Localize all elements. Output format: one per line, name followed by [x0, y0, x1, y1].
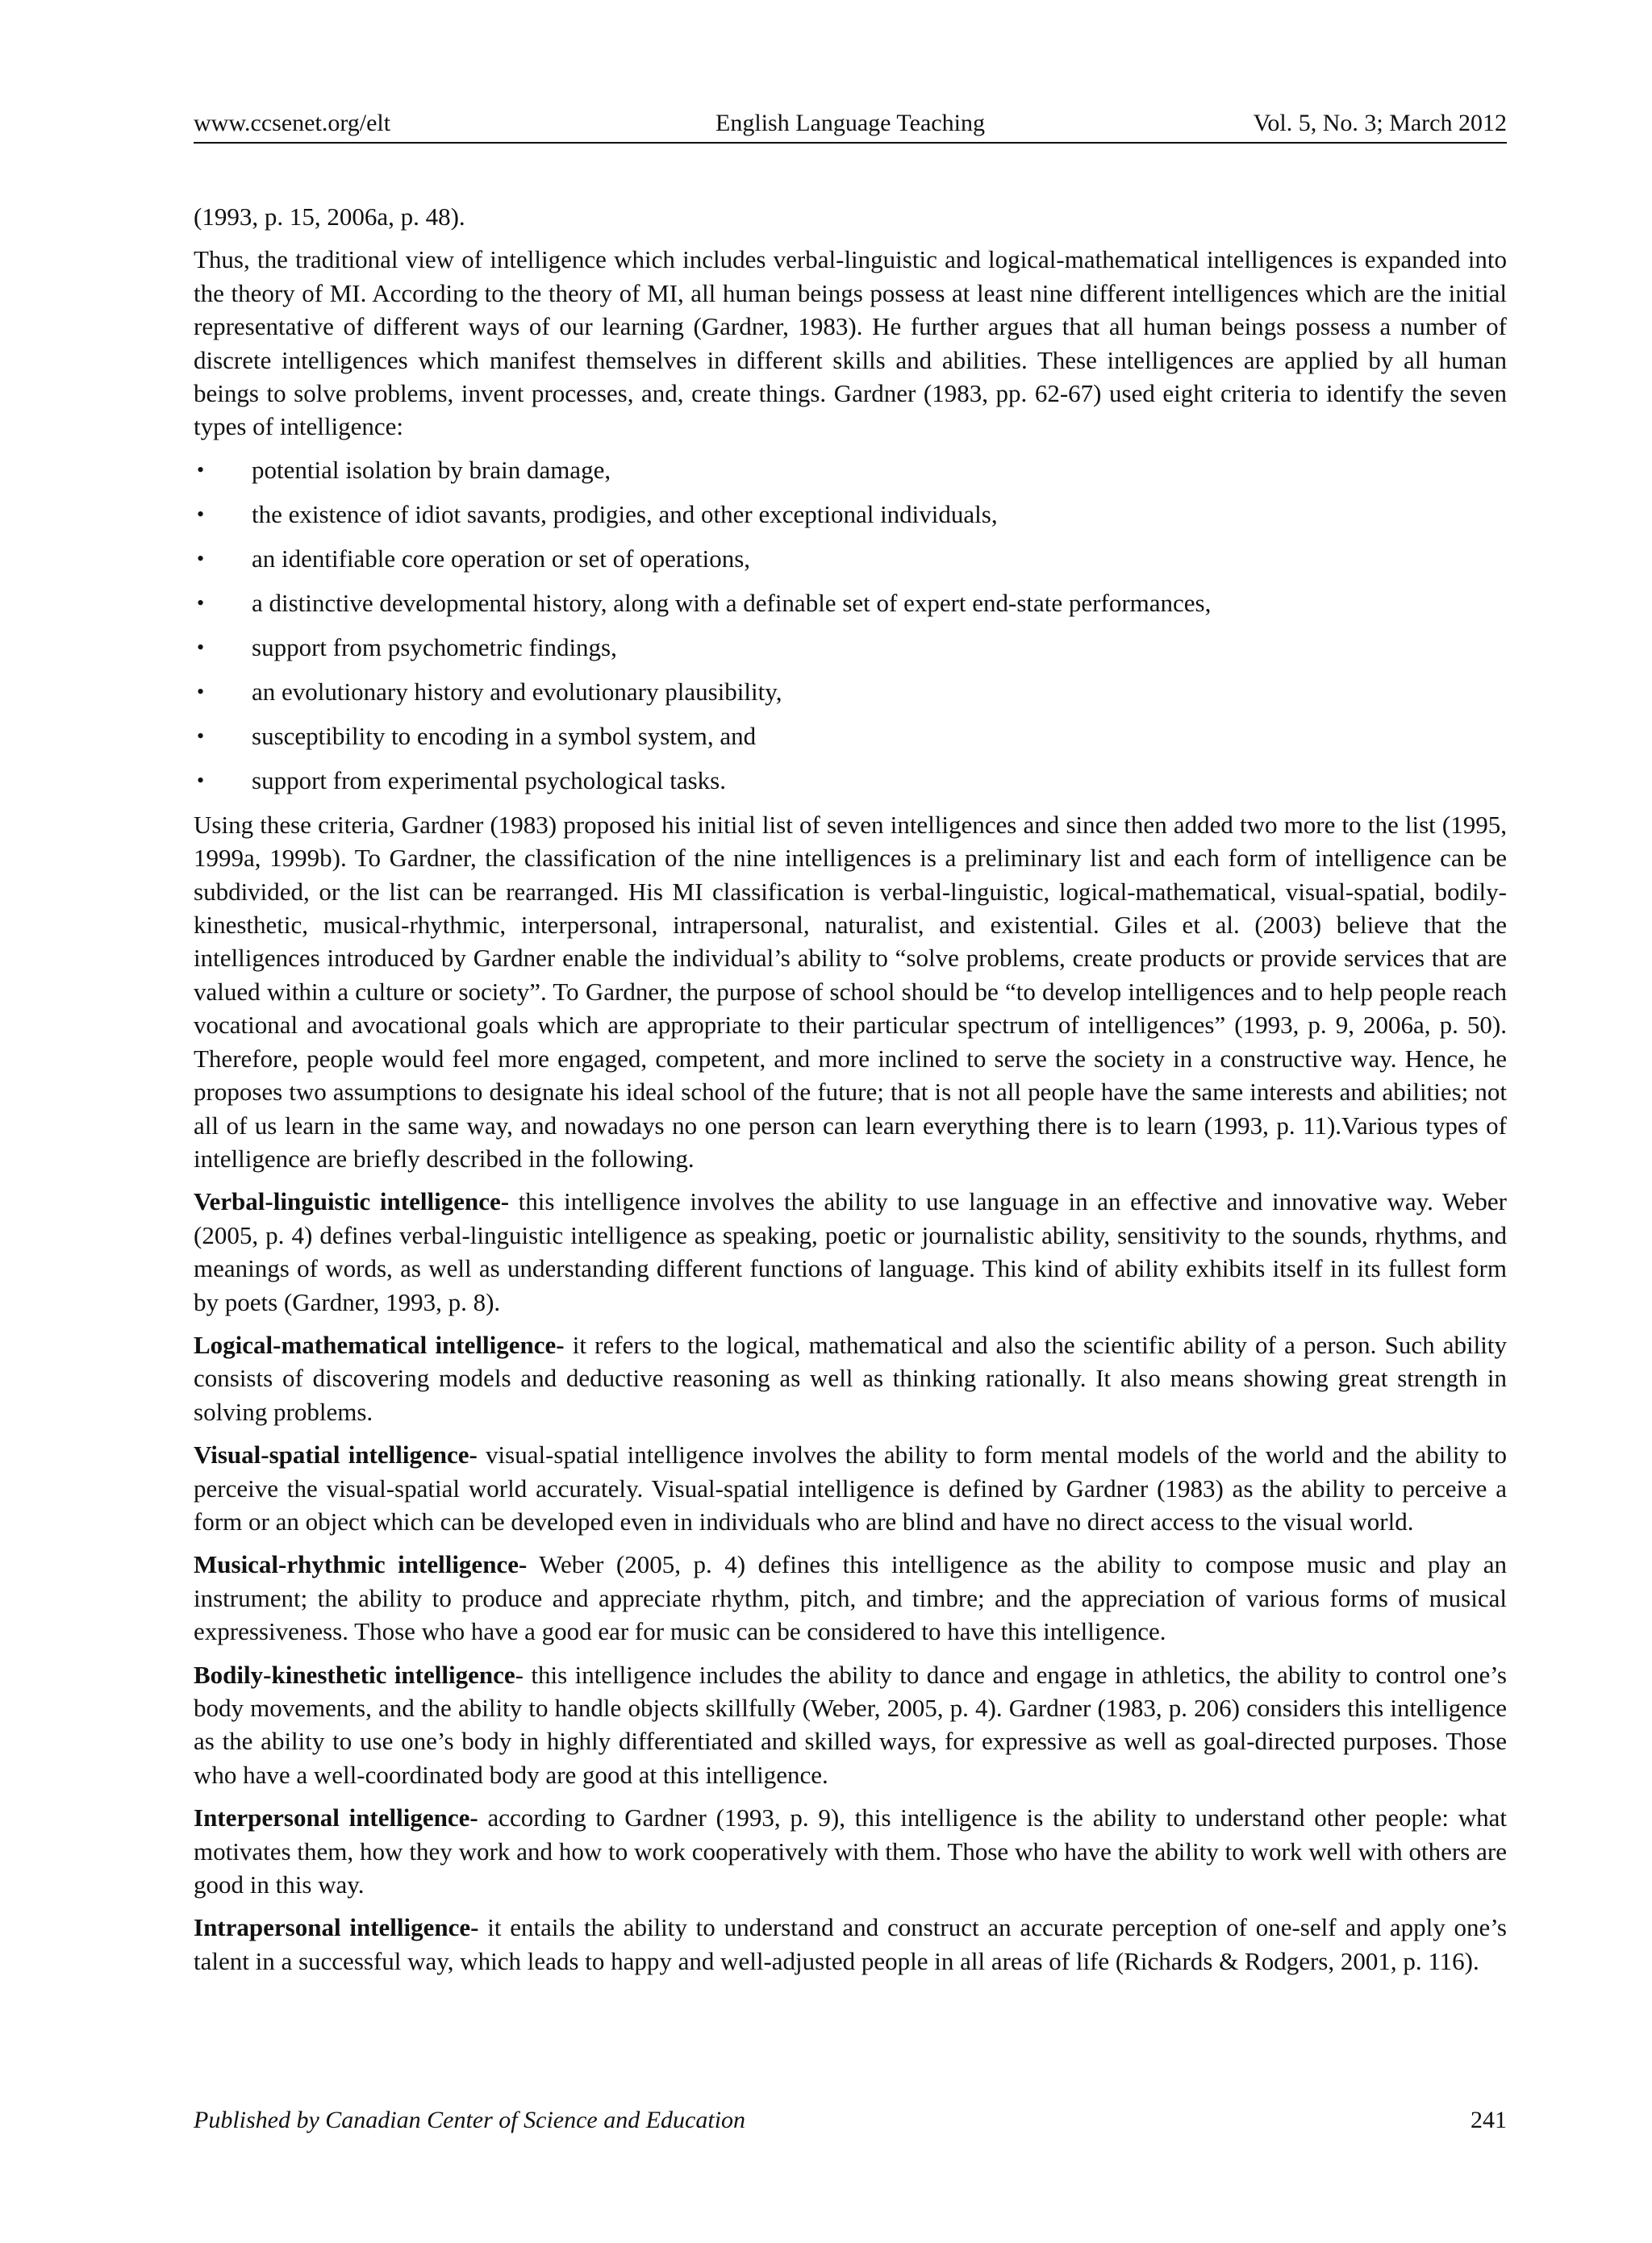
- journal-url[interactable]: www.ccsenet.org/elt: [194, 110, 391, 136]
- intelligence-visual-spatial: [194, 1438, 1507, 1538]
- bullet-icon: •: [197, 768, 205, 792]
- list-item: • an evolutionary history and evolutionary plausibility,: [194, 675, 1507, 709]
- list-item: • susceptibility to encoding in a symbol system, and: [194, 719, 1507, 753]
- bullet-icon: •: [197, 590, 205, 615]
- intelligence-description: Weber (2005, p. 4) defines this intelligence as the ability to compose music and play an instrument; the ability to produce and appreciate rhythm, pitch, and timbre; and the appreciation of various forms of musical expressiveness. Those who have a good ear for music can be considered to have this intelligence.: [194, 1550, 1507, 1646]
- journal-page: [194, 0, 1507, 2243]
- publisher-credit: Published by Canadian Center of Science and Education: [194, 2107, 746, 2133]
- article-body: [194, 200, 1507, 1987]
- intelligence-term: Visual-spatial intelligence-: [194, 1440, 478, 1470]
- page-number: 241: [1471, 2107, 1507, 2133]
- intelligence-musical-rhythmic: [194, 1548, 1507, 1648]
- issue-info: Vol. 5, No. 3; March 2012: [1253, 110, 1507, 136]
- intelligence-interpersonal: [194, 1801, 1507, 1901]
- criteria-list: [194, 453, 1507, 798]
- bullet-icon: •: [197, 546, 205, 570]
- journal-title: English Language Teaching: [715, 110, 985, 136]
- list-item: • a distinctive developmental history, along with a definable set of expert end-state performances,: [194, 586, 1507, 620]
- intelligence-intrapersonal: [194, 1911, 1507, 1978]
- list-item: • an identifiable core operation or set of operations,: [194, 542, 1507, 576]
- list-item: • potential isolation by brain damage,: [194, 453, 1507, 487]
- intelligence-description: it refers to the logical, mathematical and also the scientific ability of a person. Such ability consists of discovering models and deductive reasoning as well as thinking rationally. It also means showing great strength in solving problems.: [194, 1330, 1507, 1426]
- intelligence-term: Logical-mathematical intelligence-: [194, 1330, 565, 1359]
- bullet-icon: •: [197, 502, 205, 526]
- bullet-icon: •: [197, 723, 205, 748]
- intelligence-logical-mathematical: [194, 1328, 1507, 1428]
- intelligence-verbal-linguistic: [194, 1185, 1507, 1319]
- bullet-icon: •: [197, 635, 205, 659]
- intelligence-description: this intelligence involves the ability to use language in an effective and innovative way. Weber (2005, p. 4) defines verbal-linguistic intelligence as speaking, poetic or journalistic ability, sensitivity to the sounds, rhythms, and meanings of words, as well as understanding different functions of language. This kind of ability exhibits itself in its fullest form by poets (Gardner, 1993, p. 8).: [194, 1187, 1507, 1316]
- intelligence-description: visual-spatial intelligence involves the ability to form mental models of the world and the ability to perceive the visual-spatial world accurately. Visual-spatial intelligence is defined by Gardner (1983) as the ability to perceive a form or an object which can be developed even in individuals who are blind and have no direct access to the visual world.: [194, 1440, 1508, 1536]
- bullet-icon: •: [197, 679, 205, 703]
- mi-theory-paragraph: Thus, the traditional view of intelligence which includes verbal-linguistic and logical-mathematical intelligences is expanded into the theory of MI. According to the theory of MI, all human beings possess at least nine different intelligences which are the initial representative of different ways of our learning (Gardner, 1983). He further argues that all human beings possess a number of discrete intelligences which manifest themselves in different skills and abilities. These intelligences are applied by all human beings to solve problems, invent processes, and, create things. Gardner (1983, pp. 62-67) used eight criteria to identify the seven types of intelligence:: [194, 245, 1507, 441]
- bullet-icon: •: [197, 457, 205, 482]
- intelligence-term: Bodily-kinesthetic intelligence: [194, 1660, 515, 1689]
- list-item: • support from psychometric findings,: [194, 631, 1507, 665]
- classification-paragraph: Using these criteria, Gardner (1983) proposed his initial list of seven intelligences and since then added two more to the list (1995, 1999a, 1999b). To Gardner, the classification of the nine intelligences is a preliminary list and each form of intelligence can be subdivided, or the list can be rearranged. His MI classification is verbal-linguistic, logical-mathematical, visual-spatial, bodily-kinesthetic, musical-rhythmic, interpersonal, intrapersonal, naturalist, and existential. Giles et al. (2003) believe that the intelligences introduced by Gardner enable the individual’s ability to “solve problems, create products or provide services that are valued within a culture or society”. To Gardner, the purpose of school should be “to develop intelligences and to help people reach vocational and avocational goals which are appropriate to their particular spectrum of intelligences” (1993, p. 9, 2006a, p. 50). Therefore, people would feel more engaged, competent, and more inclined to serve the society in a constructive way. Hence, he proposes two assumptions to designate his ideal school of the future; that is not all people have the same interests and abilities; not all of us learn in the same way, and nowadays no one person can learn everything there is to learn (1993, p. 11).Various types of intelligence are briefly described in the following.: [194, 810, 1507, 1173]
- intelligence-description: it entails the ability to understand and construct an accurate perception of one-self and apply one’s talent in a successful way, which leads to happy and well-adjusted people in all areas of life (Richards & Rodgers, 2001, p. 116).: [194, 1913, 1507, 1975]
- continued-paragraph: (1993, p. 15, 2006a, p. 48).: [194, 202, 465, 231]
- list-item: • support from experimental psychological tasks.: [194, 764, 1507, 798]
- intelligence-description: according to Gardner (1993, p. 9), this intelligence is the ability to understand other people: what motivates them, how they work and how to work cooperatively with them. Those who have the ability to work well with others are good in this way.: [194, 1803, 1507, 1899]
- intelligence-bodily-kinesthetic: [194, 1658, 1507, 1792]
- intelligence-term: Interpersonal intelligence-: [194, 1803, 478, 1832]
- intelligence-description: - this intelligence includes the ability to dance and engage in athletics, the ability to control one’s body movements, and the ability to handle objects skillfully (Weber, 2005, p. 4). Gardner (1983, p. 206) considers this intelligence as the ability to use one’s body in highly differentiated and skilled ways, for expressive as well as goal-directed purposes. Those who have a well-coordinated body are good at this intelligence.: [194, 1660, 1507, 1789]
- intelligence-term: Intrapersonal intelligence-: [194, 1913, 479, 1942]
- running-header: [194, 106, 1507, 144]
- intelligence-term: Musical-rhythmic intelligence-: [194, 1550, 528, 1579]
- list-item: • the existence of idiot savants, prodigies, and other exceptional individuals,: [194, 498, 1507, 532]
- intelligence-term: Verbal-linguistic intelligence-: [194, 1187, 510, 1216]
